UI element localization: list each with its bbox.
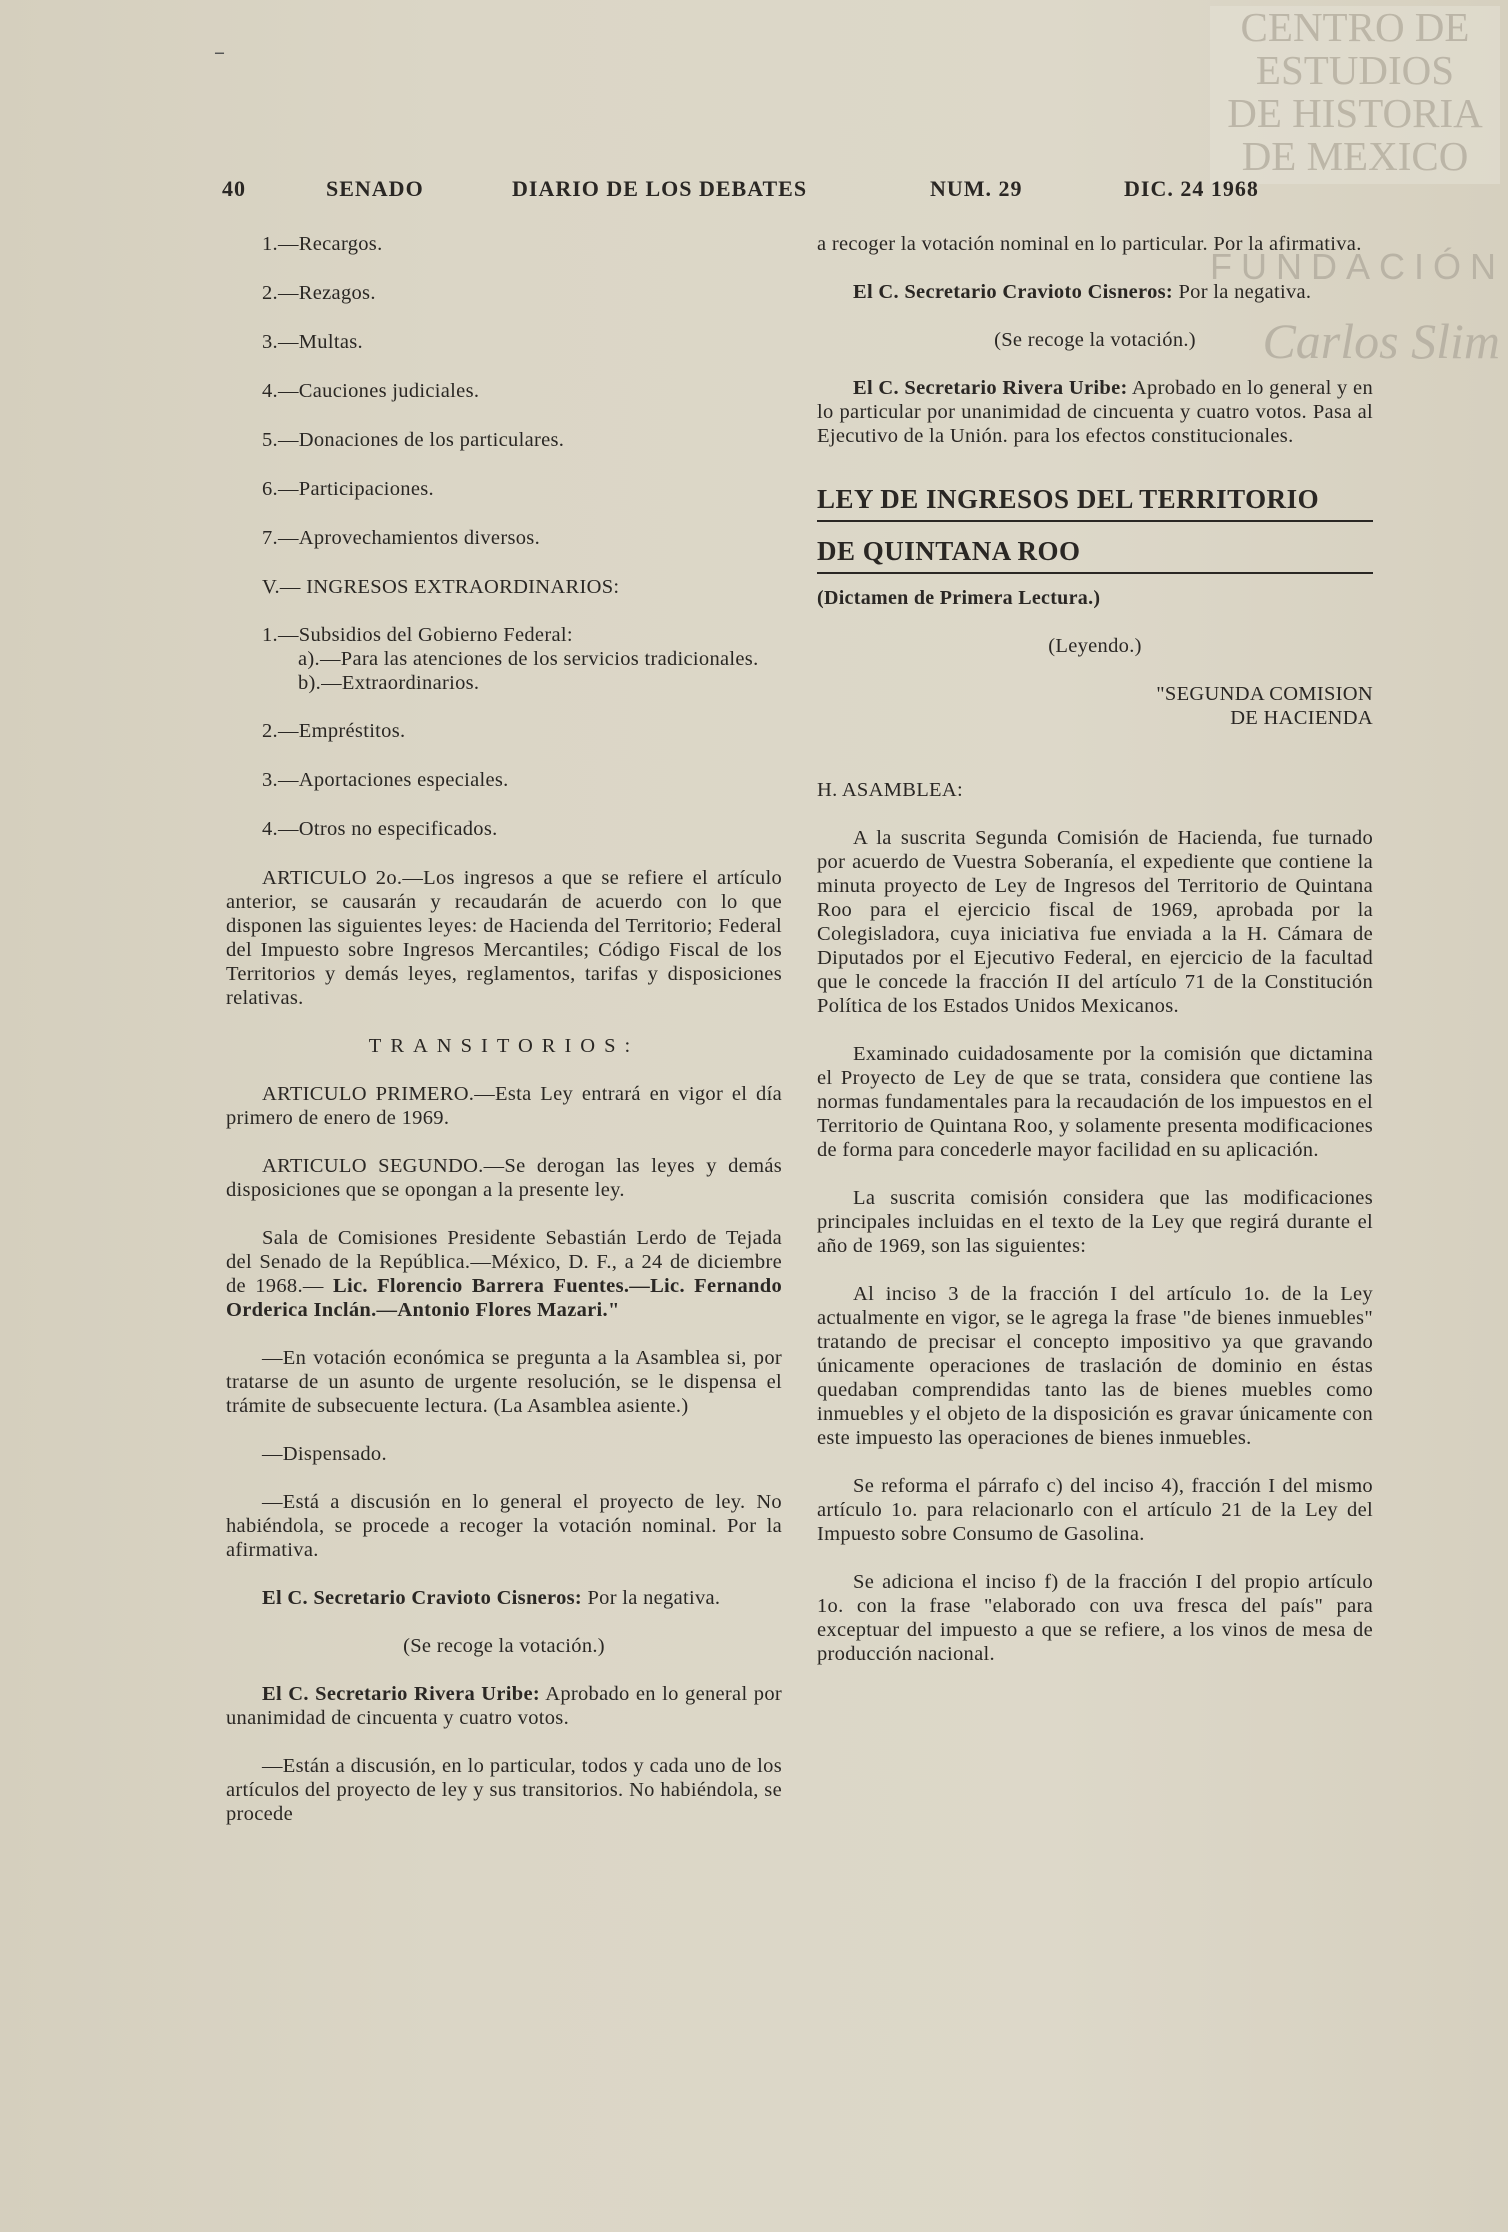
cravioto-statement [226, 1586, 782, 1610]
watermark-signature: Carlos Slim [1262, 313, 1500, 369]
watermark-line: DE HISTORIA [1227, 90, 1483, 136]
commission-name-line-2: DE HACIENDA [1230, 707, 1373, 729]
dictamen-label: (Dictamen de Primera Lectura.) [817, 587, 1101, 609]
transitorios-heading: TRANSITORIOS: [368, 1035, 640, 1057]
list-item: 3.—Multas. [262, 331, 363, 353]
sala-text: Sala de Comisiones Presidente Sebastián Lerdo de Tejada del Senado de la República.—México, D. F., a 24 de diciembre de 1968.— [226, 1227, 782, 1297]
general-discussion: —Está a discusión en lo general el proyecto de ley. No habiéndola, se procede a recoger la votación nominal. Por la afirmativa. [226, 1491, 782, 1561]
list-item: 1.—Subsidios del Gobierno Federal: [262, 624, 573, 646]
watermark-fundacion: FUNDACIÓN [1210, 246, 1505, 287]
journal-title: DIARIO DE LOS DEBATES [512, 176, 808, 201]
list-item: 2.—Rezagos. [262, 282, 376, 304]
watermark-line: CENTRO DE [1240, 4, 1470, 50]
speaker-name: El C. Secretario Cravioto Cisneros: [262, 1587, 583, 1609]
article-segundo: ARTICULO SEGUNDO.—Se derogan las leyes y demás disposiciones que se opongan a la presente ley. [226, 1155, 782, 1201]
issue-date: DIC. 24 1968 [1124, 176, 1259, 201]
left-column [226, 232, 782, 1850]
vote-note: (Se recoge la votación.) [994, 329, 1196, 351]
list-item: 5.—Donaciones de los particulares. [262, 429, 565, 451]
economic-vote: —En votación económica se pregunta a la Asamblea si, por tratarse de un asunto de urgente resolución, se le dispensa el trámite de subsecuente lectura. (La Asamblea asiente.) [226, 1347, 782, 1417]
leyendo-note: (Leyendo.) [1048, 635, 1142, 657]
rivera-statement [226, 1682, 782, 1730]
margin-mark: – [214, 40, 225, 65]
article-primero: ARTICULO PRIMERO.—Esta Ley entrará en vigor el día primero de enero de 1969. [226, 1083, 782, 1129]
list-item: 4.—Cauciones judiciales. [262, 380, 480, 402]
paragraph: La suscrita comisión considera que las modificaciones principales incluidas en el texto de la Ley que regirá durante el año de 1969, son las siguientes: [817, 1187, 1373, 1257]
paragraph: Se reforma el párrafo c) del inciso 4), fracción I del mismo artículo 1o. para relacionarlo con el artículo 21 de la Ley del Impuesto sobre Consumo de Gasolina. [817, 1475, 1373, 1545]
page-number: 40 [222, 176, 246, 201]
section-heading: V.— INGRESOS EXTRAORDINARIOS: [262, 576, 620, 598]
speaker-text: Por la negativa. [582, 1587, 721, 1609]
paragraph: Examinado cuidadosamente por la comisión que dictamina el Proyecto de Ley de que se trata, considera que contiene las normas fundamentales para la recaudación de los impuestos en el Territorio de Quintana Roo, y solamente presenta modificaciones de forma para concederle mayor facilidad en su aplicación. [817, 1043, 1373, 1161]
rivera-statement [817, 376, 1373, 448]
cravioto-statement [817, 280, 1373, 304]
right-column [817, 232, 1373, 1690]
salutation: H. ASAMBLEA: [817, 779, 963, 801]
watermark-line: ESTUDIOS [1255, 47, 1455, 93]
chamber-name: SENADO [326, 176, 424, 201]
issue-number: NUM. 29 [930, 176, 1023, 201]
speaker-name: El C. Secretario Rivera Uribe: [853, 377, 1128, 399]
article-2: ARTICULO 2o.—Los ingresos a que se refiere el artículo anterior, se causarán y recaudarán de acuerdo con lo que disponen las siguientes leyes: de Hacienda del Territorio; Federal del Impuesto sobre Ingresos Mercantiles; Código Fiscal de los Territorios y demás leyes, reglamentos, tarifas y disposiciones relativas. [226, 867, 782, 1009]
continued-text: a recoger la votación nominal en lo particular. Por la afirmativa. [817, 233, 1362, 255]
list-item: 6.—Participaciones. [262, 478, 434, 500]
list-item: 7.—Aprovechamientos diversos. [262, 527, 540, 549]
speaker-name: El C. Secretario Rivera Uribe: [262, 1683, 541, 1705]
signatories: Lic. Florencio Barrera Fuentes.—Lic. Fernando Orderica Inclán.—Antonio Flores Mazari." [226, 1275, 782, 1321]
watermark-line: DE MEXICO [1241, 133, 1469, 179]
list-item: 4.—Otros no especificados. [262, 818, 498, 840]
law-title-line-1: LEY DE INGRESOS DEL TERRITORIO [817, 482, 1373, 522]
speaker-text: Por la negativa. [1173, 281, 1312, 303]
commission-name-line-1: "SEGUNDA COMISION [1156, 683, 1373, 705]
particular-discussion: —Están a discusión, en lo particular, todos y cada uno de los artículos del proyecto de ley y sus transitorios. No habiéndola, se procede [226, 1755, 782, 1825]
speaker-name: El C. Secretario Cravioto Cisneros: [853, 281, 1174, 303]
list-item: 2.—Empréstitos. [262, 720, 406, 742]
law-title-line-2: DE QUINTANA ROO [817, 534, 1373, 574]
dispensado-text: —Dispensado. [262, 1443, 387, 1465]
paragraph: Al inciso 3 de la fracción I del artículo 1o. de la Ley actualmente en vigor, se le agrega la frase "de bienes inmuebles" tratando de precisar el concepto impositivo ya que gravando únicamente operaciones de traslación de dominio en éstas quedaban comprendidas tanto las de bienes muebles como inmuebles y el objeto de la disposición es gravar únicamente con este impuesto las operaciones de bienes inmuebles. [817, 1283, 1373, 1449]
subsidios-block [226, 623, 782, 695]
archive-watermark [1210, 6, 1500, 184]
list-item: 3.—Aportaciones especiales. [262, 769, 509, 791]
paragraph: A la suscrita Segunda Comisión de Hacienda, fue turnado por acuerdo de Vuestra Soberanía, el expediente que contiene la minuta proyecto de Ley de Ingresos del Territorio de Quintana Roo para el ejercicio fiscal de 1969, aprobada por la Colegisladora, cuya iniciativa fue enviada a la H. Cámara de Diputados por el Ejecutivo Federal, en ejercicio de la facultad que le concede la fracción II del artículo 71 de la Constitución Política de los Estados Unidos Mexicanos. [817, 827, 1373, 1017]
speaker-text: Aprobado en lo general por unanimidad de cincuenta y cuatro votos. [226, 1683, 782, 1729]
speaker-text: Aprobado en lo general y en lo particular por unanimidad de cincuenta y cuatro votos. Pasa al Ejecutivo de la Unión. para los efectos constitucionales. [817, 377, 1373, 447]
page-header [222, 176, 1284, 212]
sub-item: a).—Para las atenciones de los servicios tradicionales. [298, 648, 759, 670]
list-item: 1.—Recargos. [262, 233, 383, 255]
vote-note: (Se recoge la votación.) [403, 1635, 605, 1657]
signature-block [226, 1226, 782, 1322]
sub-item: b).—Extraordinarios. [298, 672, 480, 694]
paragraph: Se adiciona el inciso f) de la fracción I del propio artículo 1o. con la frase "elaborado con uva fresca del país" para exceptuar del impuesto a que se refiere, a los vinos de mesa de producción nacional. [817, 1571, 1373, 1665]
